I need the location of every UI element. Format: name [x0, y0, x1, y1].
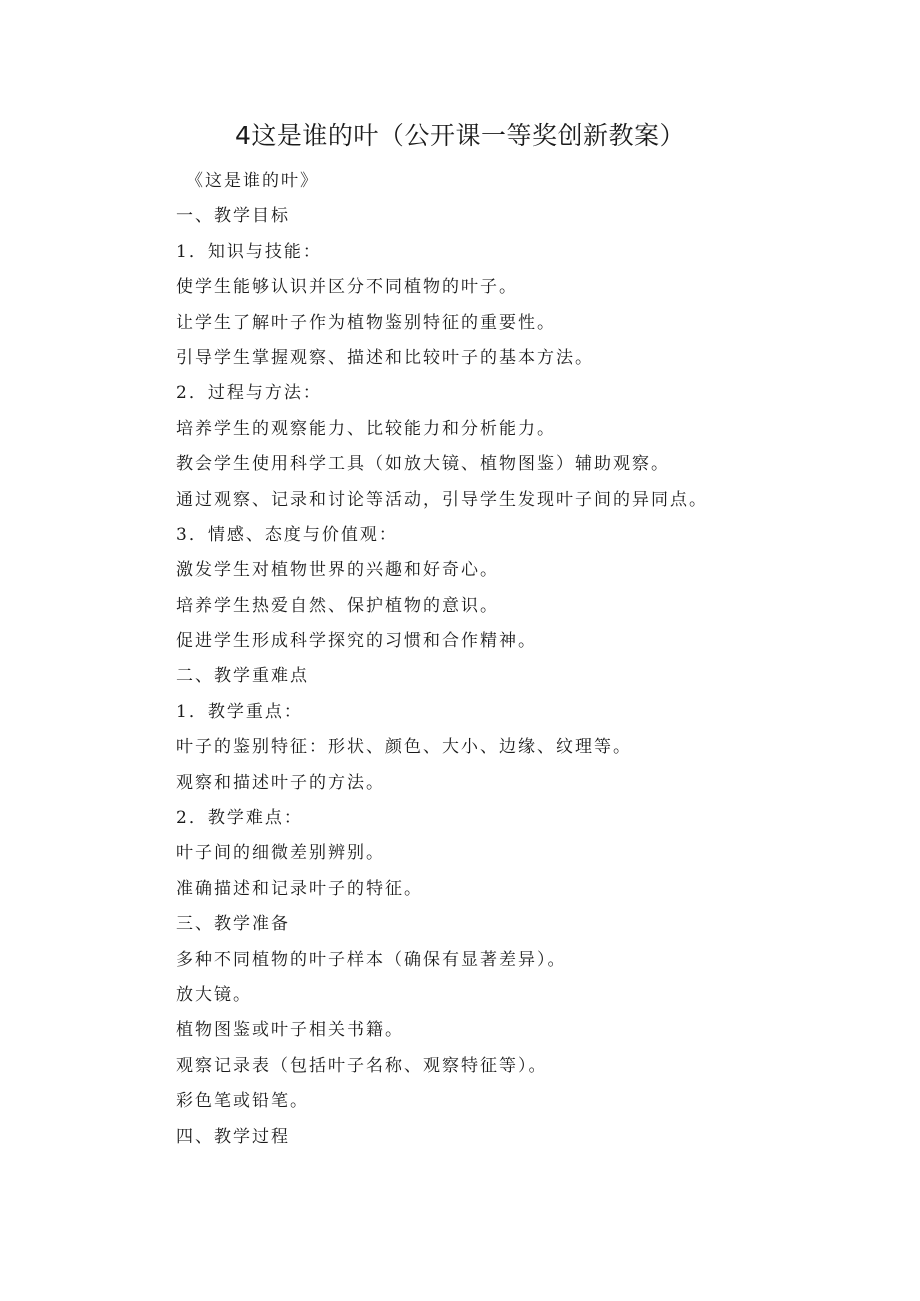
paragraph-line: 激发学生对植物世界的兴趣和好奇心。 — [176, 560, 499, 581]
paragraph-line: 引导学生掌握观察、描述和比较叶子的基本方法。 — [176, 347, 594, 368]
paragraph-line: 叶子的鉴别特征：形状、颜色、大小、边缘、纹理等。 — [176, 737, 632, 758]
paragraph-line: 培养学生热爱自然、保护植物的意识。 — [176, 595, 499, 616]
paragraph-line: 植物图鉴或叶子相关书籍。 — [176, 1020, 404, 1041]
paragraph-line: 彩色笔或铅笔。 — [176, 1091, 309, 1112]
paragraph-line: 多种不同植物的叶子样本（确保有显著差异）。 — [176, 949, 567, 970]
paragraph-line: 准确描述和记录叶子的特征。 — [176, 878, 423, 899]
paragraph-line: 观察记录表（包括叶子名称、观察特征等）。 — [176, 1055, 548, 1076]
paragraph-line: 通过观察、记录和讨论等活动，引导学生发现叶子间的异同点。 — [176, 489, 708, 510]
paragraph-line: 让学生了解叶子作为植物鉴别特征的重要性。 — [176, 312, 556, 333]
subheading-emotion-values: 3．情感、态度与价值观： — [176, 524, 398, 545]
paragraph-line: 使学生能够认识并区分不同植物的叶子。 — [176, 277, 518, 298]
document-body — [176, 164, 876, 1155]
subheading-process-method: 2．过程与方法： — [176, 383, 322, 404]
lesson-subtitle: 《这是谁的叶》 — [186, 171, 319, 191]
subheading-key-points: 1．教学重点： — [176, 701, 303, 722]
section-heading-objectives: 一、教学目标 — [176, 206, 290, 227]
subheading-knowledge-skills: 1．知识与技能： — [176, 241, 322, 262]
section-heading-key-difficult: 二、教学重难点 — [176, 666, 309, 687]
paragraph-line: 促进学生形成科学探究的习惯和合作精神。 — [176, 631, 537, 652]
subheading-difficult-points: 2．教学难点： — [176, 808, 303, 829]
paragraph-line: 观察和描述叶子的方法。 — [176, 772, 385, 793]
document-title: 4这是谁的叶（公开课一等奖创新教案） — [235, 121, 685, 150]
section-heading-preparation: 三、教学准备 — [176, 914, 290, 935]
paragraph-line: 放大镜。 — [176, 984, 252, 1005]
section-heading-process: 四、教学过程 — [176, 1126, 290, 1147]
paragraph-line: 叶子间的细微差别辨别。 — [176, 843, 385, 864]
paragraph-line: 培养学生的观察能力、比较能力和分析能力。 — [176, 418, 556, 439]
paragraph-line: 教会学生使用科学工具（如放大镜、植物图鉴）辅助观察。 — [176, 454, 670, 475]
